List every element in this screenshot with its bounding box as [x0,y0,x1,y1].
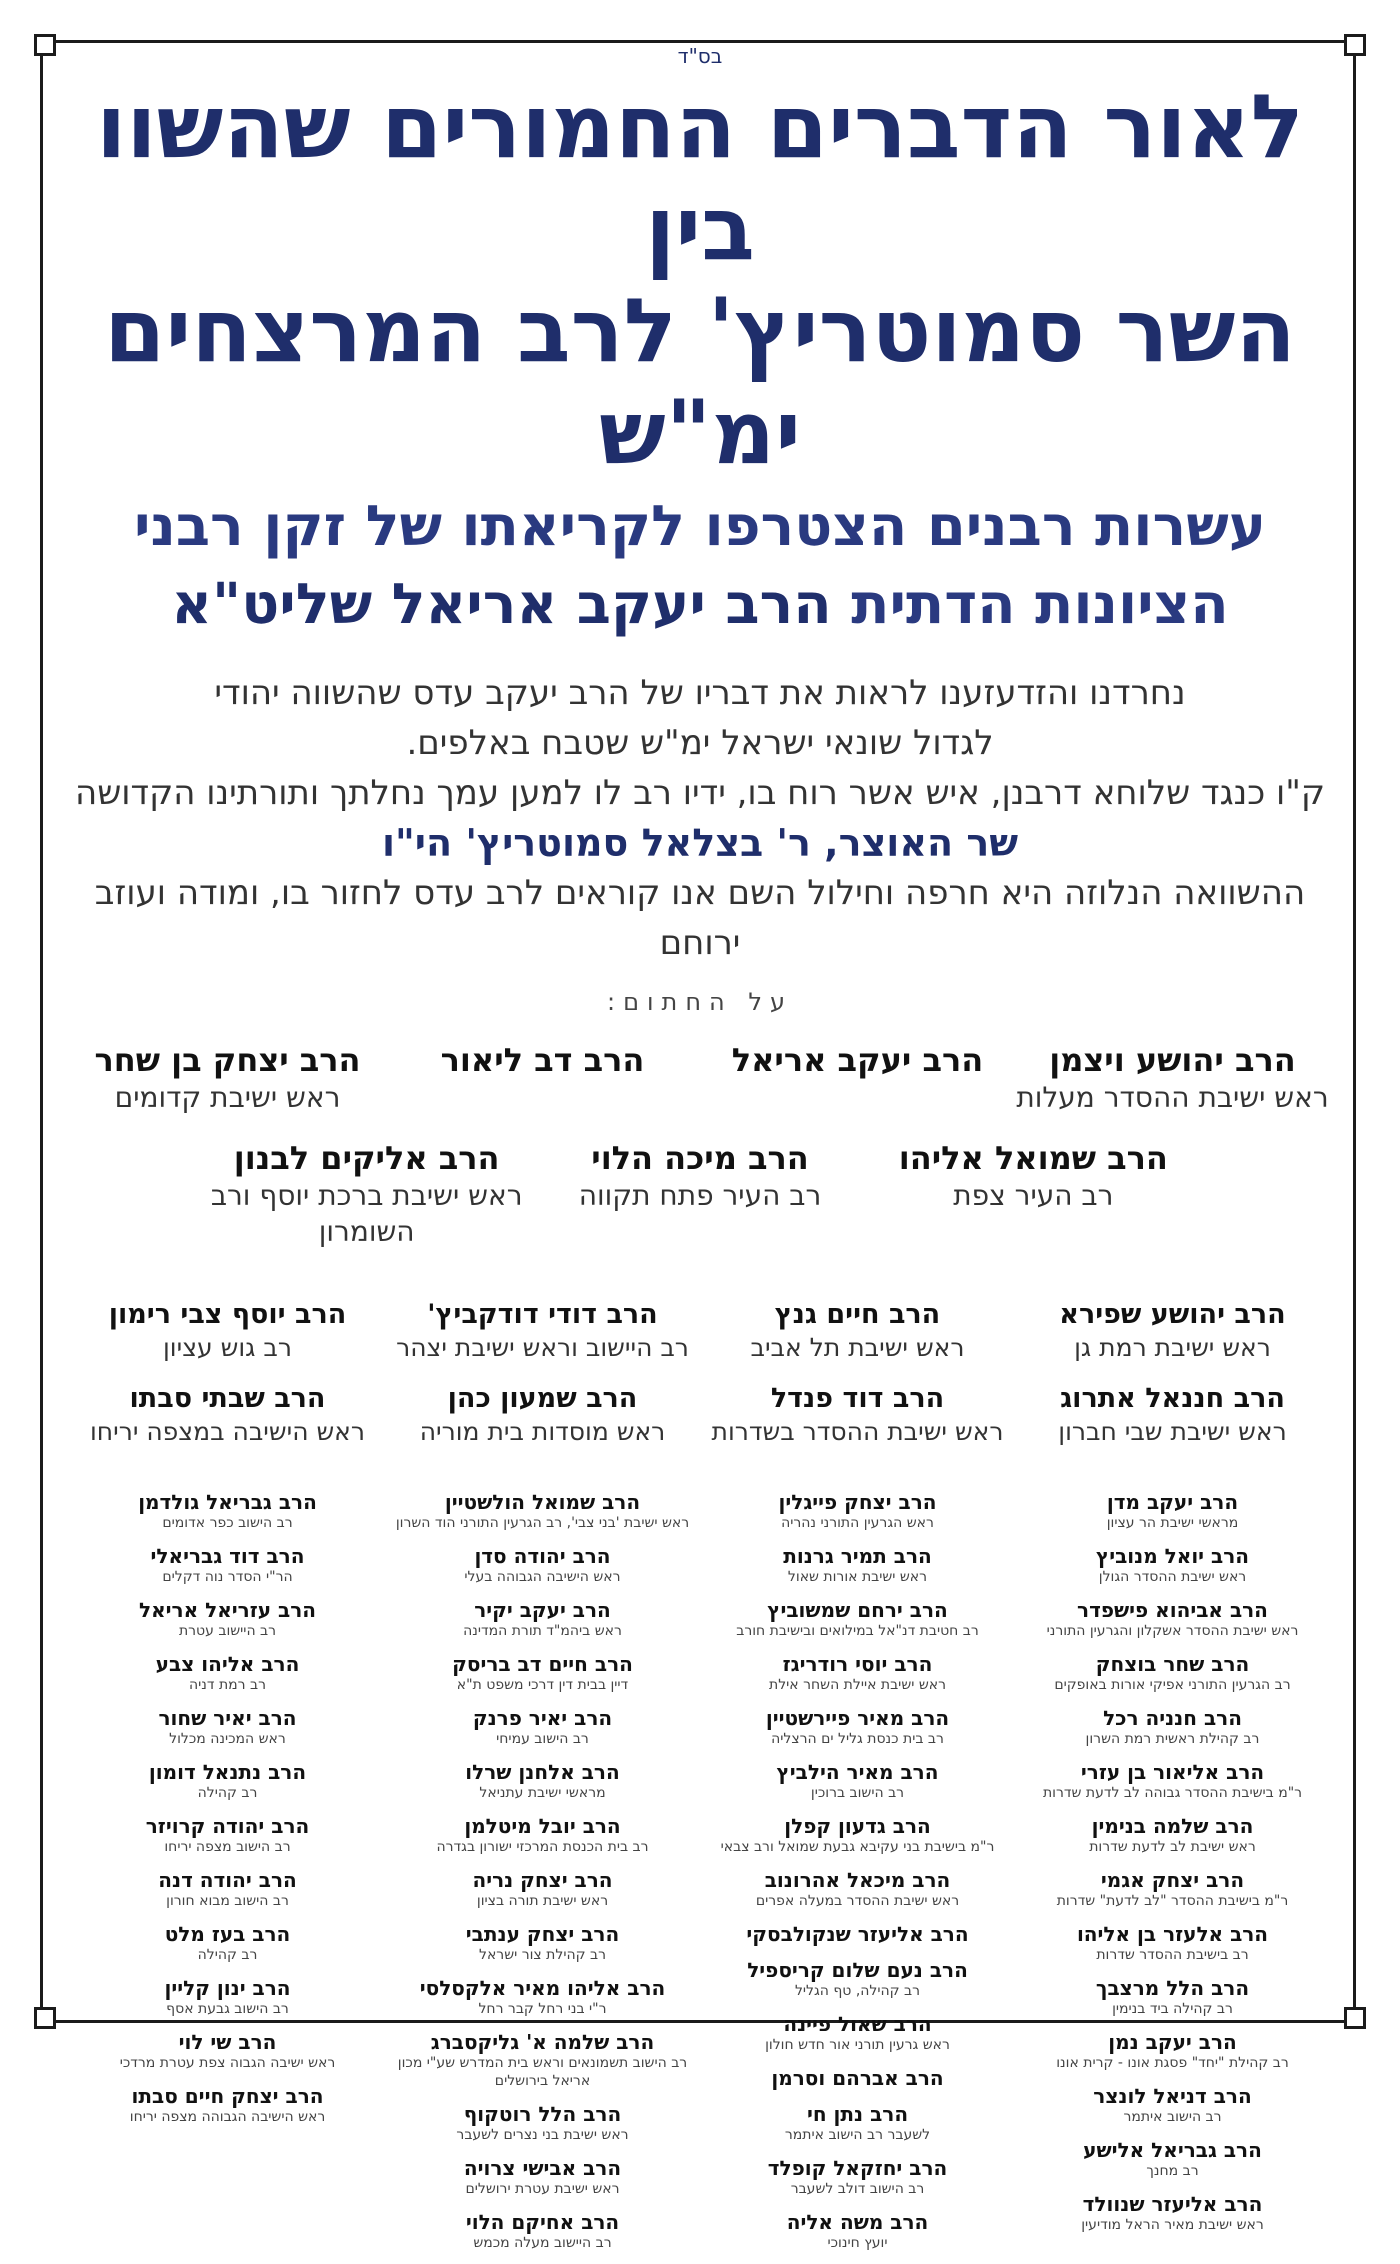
subheadline-line-1: עשרות רבנים הצטרפו לקריאתו של זקן רבני [133,494,1266,559]
signatory [700,1298,1015,1364]
signatories-tier-4 [70,1490,1330,2264]
signatory [700,1868,1015,1910]
signatory [385,1298,700,1364]
signatory [385,1868,700,1910]
signatory-name: הרב אחיקם הלוי [465,2210,620,2234]
signatory [385,1976,700,2018]
signatory-name: הרב מאיר הילביץ [776,1760,939,1784]
signatory-title: רב העיר פתח תקווה [578,1179,822,1212]
statement-line-3: ק"ו כנגד שלוחא דרבנן, איש אשר רוח בו, ידיו רב לו למען עמך נחלתך ותורתינו הקדושה [74,773,1325,813]
signatory-title: רב הישוב דולב לשעבר [790,2181,925,2197]
signatory-title: ראש ישיבת ההסדר הגולן [1098,1569,1247,1585]
signatory-title: רב הישוב מבוא חורון [166,1893,289,1909]
signatory-title: ראש ישיבת ההסדר מעלות [1016,1081,1329,1114]
signatory-title: רב העיר צפת [953,1179,1114,1212]
signatory-title: ראש ישיבת 'בני צבי', רב הגרעין התורני הוד השרון [395,1515,690,1531]
headline-line-1: לאור הדברים החמורים שהשוו בין [96,75,1304,280]
signatory [385,1382,700,1448]
signatory [385,1598,700,1640]
signatory-name: הרב נתן חי [806,2102,909,2126]
signatory-name: הרב דניאל לונצר [1093,2084,1252,2108]
signatory-name: הרב יובל מיטלמן [464,1814,621,1838]
signatory [200,1138,533,1250]
signatory-title: לשעבר רב הישוב איתמר [784,2127,931,2143]
signatory-title: ראש ישיבת עטרת ירושלים [465,2181,620,2197]
signatory-name: הרב שמעון כהן [447,1383,638,1414]
signatory-title: ראש ישיבה הגבוה צפת עטרת מרדכי [119,2055,336,2071]
signatory-title: רב הישוב כפר אדומים [162,1515,293,1531]
signatory [70,1652,385,1694]
signatory-name: הרב יוסף צבי רימון [108,1299,347,1330]
signatory-name: הרב דוד פנדל [770,1383,945,1414]
signatory [1015,1040,1330,1116]
signatory-title: רב קהילה [197,1947,258,1963]
signatory-name: הרב שלמה בנימין [1091,1814,1254,1838]
signatory-name: הרב יהודה דנה [158,1868,297,1892]
signatory-title: רב בית כנסת גליל ים הרצליה [771,1731,944,1747]
signatory-title: ר"מ בישיבת ההסדר "לב לדעת" שדרות [1056,1893,1289,1909]
signatory-name: הרב גבריאל אלישע [1083,2138,1262,2162]
signatory [70,1298,385,1364]
signatory-name: הרב נעם שלום קריספיל [747,1958,968,1982]
signatory [1015,1298,1330,1364]
signatory-title: ראש ישיבת קדומים [114,1081,341,1114]
signatory [700,1040,1015,1116]
signatory [700,1706,1015,1748]
signatory-title: רב בישיבת ההסדר שדרות [1096,1947,1249,1963]
signatory-title: רב בית הכנסת המרכזי ישורון בגדרה [436,1839,649,1855]
signatory-title: ראש הישיבה במצפה יריחו [89,1417,366,1446]
signatory-title: רב היישוב מעלה מכמש [473,2235,612,2251]
signatories-column-3 [385,1490,700,2264]
signatory [700,1490,1015,1532]
signatory [70,1598,385,1640]
signatory-name: הרב חיים גנץ [774,1299,941,1330]
signatory-title: ראש ישיבת ההסדר במעלה אפרים [755,1893,960,1909]
signatory [1015,1382,1330,1448]
signatory [385,1652,700,1694]
signatory-name: הרב משה אליה [786,2210,929,2234]
notice-content [70,44,1330,2264]
signatory-title: ראש ישיבת תורה בציון [476,1893,609,1909]
signatories-column-1 [1015,1490,1330,2246]
signatory-name: הרב יהושע ויצמן [1049,1041,1296,1079]
signatory-title: ראש המכינה מכלול [169,1731,286,1747]
corner-ornament [34,2007,56,2029]
signatory-name: הרב חננאל אתרוג [1060,1383,1285,1414]
signatory [1015,1922,1330,1964]
signatory [700,1382,1015,1448]
signatory [385,2102,700,2144]
signatory-name: הרב דוד גבריאלי [150,1544,305,1568]
signatory-name: הרב יעקב מדן [1106,1490,1239,1514]
signatory-title: רב הישוב איתמר [1123,2109,1222,2125]
signatory [385,1922,700,1964]
signatory [70,1976,385,2018]
signatory-title: ראש ישיבת תל אביב [750,1333,965,1362]
signatory-title: דיין בבית דין דרכי משפט ת"א [456,1677,629,1693]
signatory [700,2012,1015,2054]
signatory-title: ראש הישיבה הגבוהה בעלי [464,1569,621,1585]
signatory-name: הרב יעקב נמן [1108,2030,1237,2054]
signatory [70,1706,385,1748]
signatory-title: ראש ישיבת לב לדעת שדרות [1089,1839,1256,1855]
signatory [1015,1598,1330,1640]
signatory-title: רב הישוב עמיחי [496,1731,589,1747]
signatory [1015,1868,1330,1910]
signatory-name: הרב יחזקאל קופלד [767,2156,948,2180]
signatory-name: הרב יוסי רודריגז [782,1652,933,1676]
signatory-title: ראש ישיבת מאיר הראל מודיעין [1081,2217,1264,2233]
signatory-title: הר"י הסדר נוה דקלים [162,1569,293,1585]
signatory-name: הרב דודי דודקביץ' [427,1299,658,1330]
signatory [70,2084,385,2126]
signatory-name: הרב יאיר שחור [158,1706,297,1730]
signatory-title: ראש ישיבת ההסדר בשדרות [711,1417,1004,1446]
signatory-name: הרב גדעון קפלן [784,1814,931,1838]
signatory [385,1814,700,1856]
signatory-name: הרב יצחק נריה [472,1868,613,1892]
subheadline-line-2 [70,570,1330,640]
signatory-name: הרב שמואל אליהו [898,1139,1168,1177]
signatory [70,1814,385,1856]
signatory-title: רב קהילת צור ישראל [478,1947,606,1963]
signatory-title: ראש ישיבת ההסדר אשקלון והגרעין התורני [1046,1623,1299,1639]
signatory-name: הרב אלחנן שרלו [465,1760,620,1784]
signatory [70,1040,385,1116]
signatory [70,1544,385,1586]
signatory-title: ראש הגרעין התורני נהריה [781,1515,934,1531]
signatory [1015,1814,1330,1856]
signatory-title: ראש ישיבת בני נצרים לשעבר [456,2127,629,2143]
signatory-title: רב הישוב תשמונאים וראש בית המדרש שע"י מכון אריאל בירושלים [397,2055,688,2089]
signatory-title: רב קהילת ראשית רמת השרון [1085,1731,1260,1747]
signatory-title: ר"מ בישיבת ההסדר גבוהה לב לדעת שדרות [1042,1785,1303,1801]
signatory-name: הרב בעז מלט [164,1922,291,1946]
signatory-name: הרב אליעזר שנוולד [1082,2192,1263,2216]
statement-line-1: נחרדנו והזדעזענו לראות את דבריו של הרב יעקב עדס שהשווה יהודי [214,673,1186,713]
signatory-title: רב קהילה, טף הגליל [794,1983,921,1999]
signatory-title: רב היישוב עטרת [178,1623,277,1639]
signatory [70,1922,385,1964]
signatories-column-2 [700,1490,1015,2264]
signatory [700,1652,1015,1694]
signatory-name: הרב מיכה הלוי [591,1139,809,1177]
signatory [700,1544,1015,1586]
signatory [385,1040,700,1116]
signatory-name: הרב יואל מנוביץ [1095,1544,1250,1568]
signatory-title: ר"מ בישיבת בני עקיבא גבעת שמואל ורב צבאי [720,1839,995,1855]
signatory-name: הרב שלמה א' גליקסברג [430,2030,655,2054]
statement-line-2: לגדול שונאי ישראל ימ"ש שטבח באלפים. [406,723,994,763]
signatory-name: הרב דב ליאור [440,1041,645,1079]
signatory-name: הרב אליאור בן עזרי [1080,1760,1265,1784]
signatory-name: הרב יעקב יקיר [474,1598,611,1622]
signatory-title: ראש ישיבת שבי חברון [1058,1417,1287,1446]
signatory-title: רב מחנך [1146,2163,1199,2179]
signatory-title: ראש ביהמ"ד תורת המדינה [463,1623,622,1639]
signatory [700,1814,1015,1856]
signatory-name: הרב יאיר פרנק [472,1706,613,1730]
signatory [1015,1706,1330,1748]
signatory-name: הרב אליהו צבע [155,1652,300,1676]
subheadline-part-a: הציונות הדתית [851,572,1229,637]
signatory-title: ראש ישיבת אורות שאול [787,1569,928,1585]
corner-ornament [1344,34,1366,56]
signatory-name: הרב אלעזר בן אליהו [1076,1922,1269,1946]
signatory [70,1382,385,1448]
signed-label: על החתום: [607,988,793,1016]
signatories-column-4 [70,1490,385,2138]
signatory-title: רב חטיבת דנ"אל במילואים ובישיבת חורב [736,1623,979,1639]
signatory [1015,1490,1330,1532]
signatory-title: מראשי ישיבת הר עציון [1106,1515,1239,1531]
signatory-name: הרב שי לוי [178,2030,277,2054]
signatory-name: הרב יצחק אגמי [1100,1868,1245,1892]
signatory [700,2066,1015,2090]
signatory-title: רב הישוב ברוכין [810,1785,905,1801]
signatory-name: הרב מיכאל אהרונוב [764,1868,951,1892]
signatory [700,1760,1015,1802]
signatory-name: הרב אליהו מאיר אלקסלסי [419,1976,666,2000]
signatory-title: ראש ישיבת ברכת יוסף ורב השומרון [210,1179,523,1248]
signatories-tier-2 [200,1138,1200,1250]
subheadline-part-b: הרב יעקב אריאל שליט"א [171,572,832,637]
signatory [385,1490,700,1532]
signatory-name: הרב חנניה רכל [1103,1706,1242,1730]
signatory-name: הרב אביהוא פישפדר [1077,1598,1268,1622]
signatory-name: הרב גבריאל גולדמן [138,1490,317,1514]
signatory-name: הרב הלל מרצבך [1095,1976,1250,2000]
signatory [1015,2084,1330,2126]
signatory-name: הרב ינון קליין [164,1976,291,2000]
signatory [1015,1652,1330,1694]
signatory-title: רב הישוב גבעת אסף [166,2001,289,2017]
signatory-name: הרב נתנאל דומון [148,1760,307,1784]
signatory-title: רב קהילה ביד בנימין [1112,2001,1233,2017]
signatory-name: הרב עזריאל אריאל [139,1598,316,1622]
signatory-title: רב קהילת "יחד" פסגת אונו - קרית אונו [1056,2055,1289,2071]
signatory-name: הרב שאול פיינה [783,2012,932,2036]
signatory-name: הרב אבישי צרויה [463,2156,622,2180]
signatory-name: הרב יהודה קרויזר [145,1814,310,1838]
signatory [700,2102,1015,2144]
signatory [70,1490,385,1532]
signatory-title: רב גוש עציון [163,1333,292,1362]
signatory-title: ראש הישיבה הגבוהה מצפה יריחו [129,2109,326,2125]
signatory-name: הרב אליקים לבנון [233,1139,500,1177]
signatory [533,1138,866,1250]
signatories-tier-3 [70,1298,1330,1448]
signatory [700,1922,1015,1946]
signatories-tier-1 [70,1040,1330,1116]
signatory [1015,2030,1330,2072]
signatory-name: הרב הלל רוטקוף [463,2102,622,2126]
signatory-name: הרב שבתי סבתו [129,1383,326,1414]
signatory [385,2210,700,2252]
signatory-name: הרב יעקב אריאל [731,1041,984,1079]
signatory-name: הרב אברהם וסרמן [771,2066,944,2090]
signatory-name: הרב מאיר פיירשטיין [765,1706,950,1730]
signatory-name: הרב ירחם שמשוביץ [767,1598,948,1622]
signatory-name: הרב יצחק ענתבי [465,1922,620,1946]
signatory-title: רב היישוב וראש ישיבת יצהר [396,1333,689,1362]
signatory [700,1598,1015,1640]
signatory-title: ר"י בני רחל קבר רחל [478,2001,607,2017]
statement-name: שר האוצר, ר' בצלאל סמוטריץ' הי"ו [381,821,1019,865]
signatory-title: ראש גרעין תורני אור חדש חולון [765,2037,950,2053]
signatory [700,1958,1015,2000]
signatory [70,1760,385,1802]
signatory [867,1138,1200,1250]
signatory-name: הרב אליעזר שנקולבסקי [746,1922,969,1946]
headline-line-2: השר סמוטריץ' לרב המרצחים ימ"ש [104,279,1296,484]
corner-ornament [34,34,56,56]
signatory [1015,1760,1330,1802]
signatory-title: ראש ישיבת רמת גן [1074,1333,1271,1362]
signatory [1015,2192,1330,2234]
signatory [70,2030,385,2072]
signatory [385,1760,700,1802]
bsd-mark: בס"ד [677,44,723,68]
signatory-name: הרב יצחק חיים סבתו [131,2084,324,2108]
corner-ornament [1344,2007,1366,2029]
signatory [385,2030,700,2090]
signatory-title: יועץ חינוכי [827,2235,888,2251]
signatory-title: רב קהילה [197,1785,258,1801]
signatory-title: מראשי ישיבת עתניאל [479,1785,606,1801]
signatory-title: רב הישוב מצפה יריחו [164,1839,291,1855]
signatory [700,2156,1015,2198]
signatory [385,2156,700,2198]
signatory [385,1544,700,1586]
signatory-name: הרב שחר בוצחק [1095,1652,1250,1676]
signatory-name: הרב יהודה סדן [474,1544,611,1568]
signatory-title: רב רמת דניה [188,1677,267,1693]
statement [70,668,1330,968]
signatory-title: ראש מוסדות בית מוריה [419,1417,666,1446]
signatory-name: הרב יהושע שפירא [1059,1299,1286,1330]
signatory-name: הרב יצחק בן שחר [94,1041,361,1079]
signatory-name: הרב חיים דב בריסק [452,1652,633,1676]
signatory-title: רב הגרעין התורני אפיקי אורות באופקים [1054,1677,1291,1693]
signatory [1015,2138,1330,2180]
signatory-name: הרב יצחק פייגלין [778,1490,937,1514]
signatory [70,1868,385,1910]
signatory-title: ראש ישיבת איילת השחר אילת [769,1677,946,1693]
signatory [385,1706,700,1748]
statement-line-4: ההשוואה הנלוזה היא חרפה וחילול השם אנו קוראים לרב עדס לחזור בו, ומודה ועוזב ירוחם [94,873,1306,963]
signatory [1015,1976,1330,2018]
signatory [700,2210,1015,2252]
signatory-name: הרב תמיר גרנות [783,1544,932,1568]
signatory [1015,1544,1330,1586]
signatory-name: הרב שמואל הולשטיין [444,1490,641,1514]
